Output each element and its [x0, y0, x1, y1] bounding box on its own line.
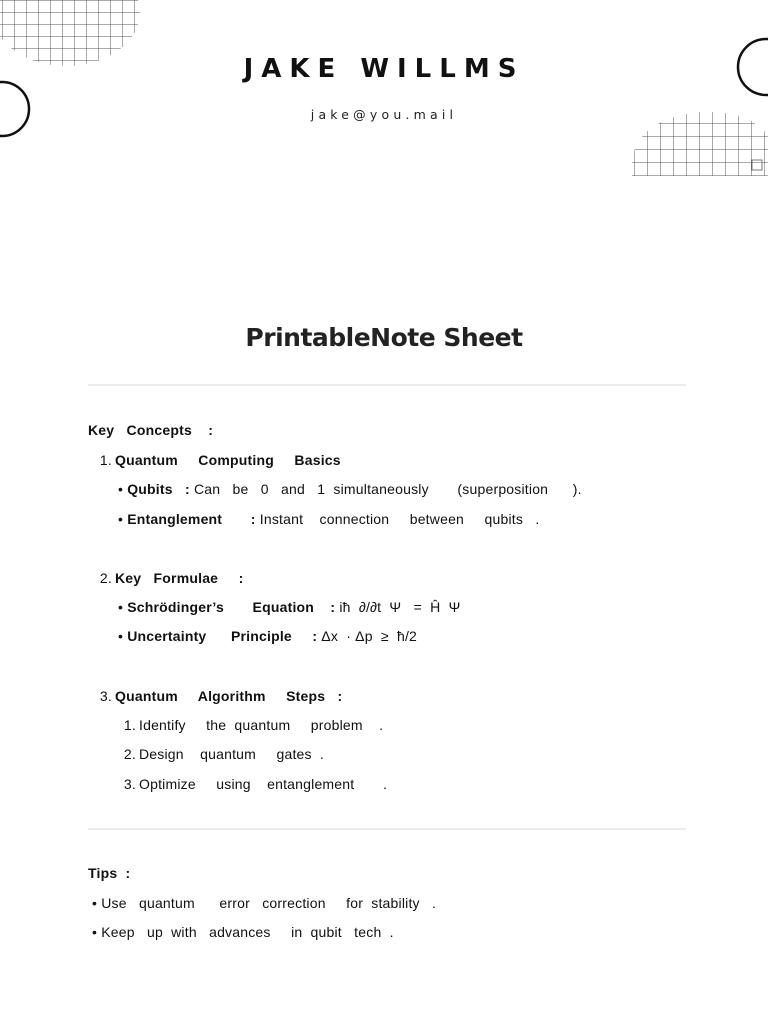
step-number: 3. — [123, 776, 136, 792]
tip-text: Keep up with advances in qubit tech . — [101, 924, 394, 940]
step-number: 2. — [123, 746, 136, 762]
list-item-schrodinger — [118, 599, 461, 615]
section-number: 3. — [99, 688, 112, 704]
section-number: 1. — [99, 452, 112, 468]
term: Entanglement : — [127, 511, 256, 527]
bullet: • — [92, 895, 98, 911]
section-title: Quantum Computing Basics — [115, 452, 341, 468]
divider-bottom — [88, 828, 686, 830]
step-item — [120, 776, 387, 792]
section-title: Quantum Algorithm Steps : — [115, 688, 343, 704]
bullet: • — [118, 511, 124, 527]
step-item — [120, 746, 324, 762]
section-number: 2. — [99, 570, 112, 586]
divider-top — [88, 384, 686, 386]
step-text: Optimize using entanglement . — [139, 776, 388, 792]
bullet: • — [118, 481, 124, 497]
step-number: 1. — [123, 717, 136, 733]
description: Instant connection between qubits . — [255, 511, 540, 527]
tip-item — [92, 924, 394, 940]
step-text: Identify the quantum problem . — [139, 717, 384, 733]
list-item-qubits — [118, 481, 582, 497]
list-item-entanglement — [118, 511, 539, 527]
step-item — [120, 717, 383, 733]
tips-heading: Tips : — [88, 865, 131, 881]
section-1-heading — [96, 452, 341, 468]
term: Schrödinger’s Equation : — [127, 599, 336, 615]
key-concepts-heading: Key Concepts : — [88, 422, 214, 438]
bullet: • — [92, 924, 98, 940]
tip-text: Use quantum error correction for stability . — [101, 895, 437, 911]
section-title: Key Formulae : — [115, 570, 244, 586]
term: Qubits : — [127, 481, 190, 497]
section-3-heading — [96, 688, 342, 704]
tip-item — [92, 895, 436, 911]
term: Uncertainty Principle : — [127, 628, 318, 644]
bullet: • — [118, 599, 124, 615]
page-title: PrintableNote Sheet — [245, 323, 523, 352]
bullet: • — [118, 628, 124, 644]
step-text: Design quantum gates . — [139, 746, 324, 762]
formula: iħ ∂/∂t Ψ = Ĥ Ψ — [335, 599, 461, 615]
formula: Δx · Δp ≥ ħ/2 — [317, 628, 418, 644]
author-email: jake@you.mail — [310, 107, 458, 122]
section-2-heading — [96, 570, 243, 586]
list-item-uncertainty — [118, 628, 417, 644]
description: Can be 0 and 1 simultaneously (superposition ). — [189, 481, 582, 497]
author-name: JAKE WILLMS — [243, 54, 525, 84]
